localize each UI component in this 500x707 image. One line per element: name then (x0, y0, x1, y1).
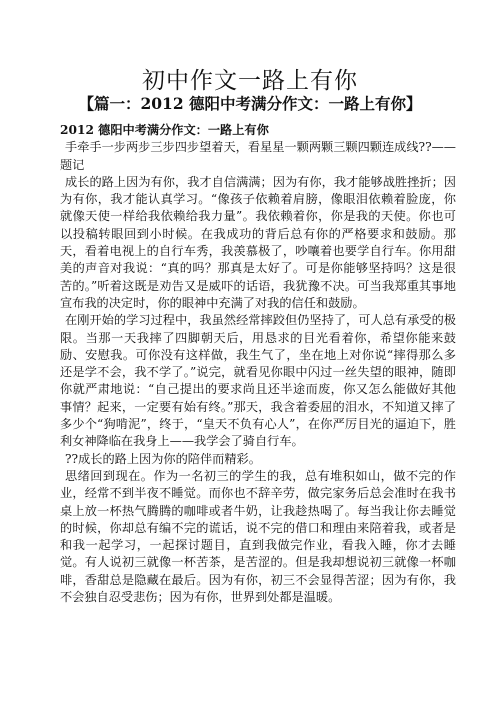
body-paragraph: 思绪回到现在。作为一名初三的学生的我，总有堆积如山，做不完的作业，经常不到半夜不睡觉。而你也不辞辛劳，做完家务后总会准时在我书桌上放一杯热气腾腾的咖啡或者牛奶，让我趁热喝了。每当我让你去睡觉的时候，你却总有编不完的谎话，说不完的借口和理由来陪着我，或者是和我一起学习，一起探讨题目，直到我做完作业，看我入睡，你才去睡觉。有人说初三就像一杯苦茶，是苦涩的。但是我却想说初三就像一杯咖啡，香甜总是隐藏在最后。因为有你，初三不会显得苦涩；因为有你，我不会独自忍受悲伤；因为有你，世界到处都是温暖。 (60, 468, 456, 605)
body-paragraph: 成长的路上因为有你，我才自信满满；因为有你，我才能够战胜挫折；因为有你，我才能认真学习。“像孩子依赖着肩膀，像眼泪依赖着脸庞，你就像天使一样给我依赖给我力量”。我依赖着你，你是我的天使。你也可以投稿转眼回到小时候。在我成功的背后总有你的严格要求和鼓励。那天，看着电视上的自行车秀，我羡慕极了，吵嚷着也要学自行车。你用甜美的声音对我说：“真的吗？那真是太好了。可是你能够坚持吗？这是很苦的。”听着这既是劝告又是威吓的话语，我犹豫不决。可当我郑重其事地宣布我的决定时，你的眼神中充满了对我的信任和鼓励。 (60, 174, 456, 310)
body-paragraph: ??成长的路上因为你的陪伴而精彩。 (65, 451, 261, 466)
body-paragraph: 在刚开始的学习过程中，我虽然经常摔跤但仍坚持了，可人总有承受的极限。当那一天我摔了四脚朝天后，用恳求的目光看着你，希望你能来鼓励、安慰我。可你没有这样做，我生气了，坐在地上对你说“摔得那么多还是学不会，我不学了。”说完，就看见你眼中闪过一丝失望的眼神，随即你就严肃地说：“自己提出的要求尚且还半途而废，你又怎么能做好其他事情？起来，一定要有始有终。”那天，我含着委屈的泪水，不知道又摔了多少个“狗啃泥”，终于，“皇天不负有心人”，在你严厉目光的逼迫下，胜利女神降临在我身上——我学会了骑自行车。 (60, 313, 456, 449)
document-subtitle: 【篇一：2012 德阳中考满分作文：一路上有你】 (78, 94, 422, 113)
document-body (60, 122, 456, 606)
epigraph-paragraph: 手牵手一步两步三步四步望着天，看星星一颗两颗三颗四颗连成线??——题记 (60, 140, 456, 172)
essay-heading: 2012 德阳中考满分作文：一路上有你 (60, 123, 269, 137)
document-title: 初中作文一路上有你 (142, 68, 358, 94)
